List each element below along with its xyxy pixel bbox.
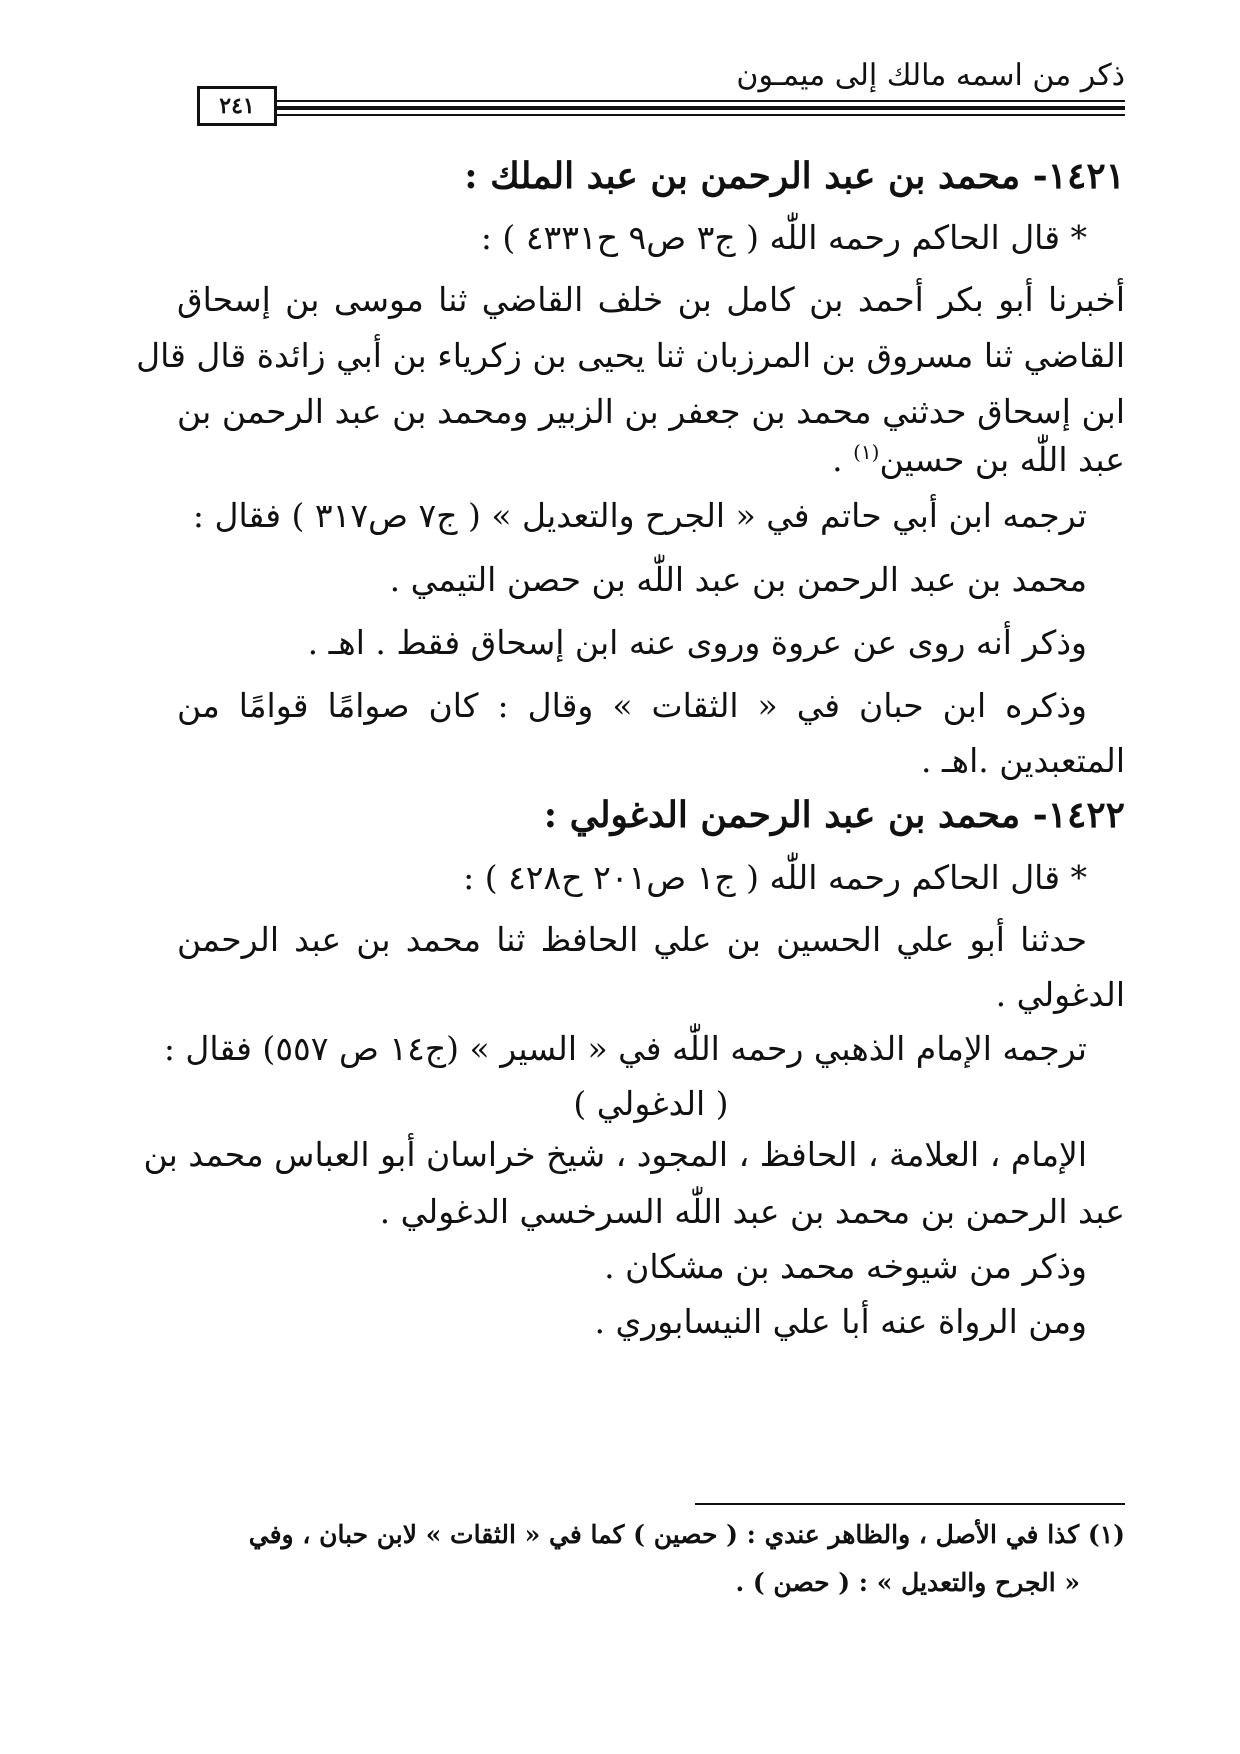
text-line: وذكر أنه روى عن عروة وروى عنه ابن إسحاق فقط . اهـ . bbox=[307, 623, 1087, 662]
text-line: الإمام ، العلامة ، الحافظ ، المجود ، شيخ خراسان أبو العباس محمد بن bbox=[143, 1135, 1087, 1174]
text-line-tail: . bbox=[832, 440, 854, 479]
entry-heading-1422: ١٤٢٢- محمد بن عبد الرحمن الدغولي : bbox=[543, 794, 1125, 836]
header-rule bbox=[277, 106, 1125, 110]
footnote-marker: (١) bbox=[853, 440, 880, 464]
header-rule bbox=[277, 100, 1125, 102]
text-line bbox=[177, 440, 1125, 479]
text-line: ومن الرواة عنه أبا علي النيسابوري . bbox=[594, 1302, 1087, 1341]
footnote-rule bbox=[695, 1503, 1125, 1505]
text-line: وذكره ابن حبان في « الثقات » وقال : كان صوامًا قوامًا من bbox=[177, 686, 1087, 725]
text-line: ترجمه الإمام الذهبي رحمه اللّٰه في « السير » (ج١٤ ص ٥٥٧) فقال : bbox=[163, 1029, 1087, 1068]
text-line: حدثنا أبو علي الحسين بن علي الحافظ ثنا محمد بن عبد الرحمن bbox=[177, 920, 1087, 959]
text-line: القاضي ثنا مسروق بن المرزبان ثنا يحيى بن زكرياء بن أبي زائدة قال قال bbox=[136, 336, 1125, 375]
source-citation: * قال الحاكم رحمه اللّٰه ( ج١ ص٢٠١ ح٤٢٨ ) : bbox=[463, 858, 1087, 897]
text-line: محمد بن عبد الرحمن بن عبد اللّٰه بن حصن التيمي . bbox=[389, 560, 1087, 599]
footnote-line: (١) كذا في الأصل ، والظاهر عندي : ( حصين ) كما في « الثقات » لابن حبان ، وفي bbox=[248, 1520, 1125, 1549]
text-line: عبد الرحمن بن محمد بن عبد اللّٰه السرخسي الدغولي . bbox=[379, 1192, 1125, 1231]
text-line: وذكر من شيوخه محمد بن مشكان . bbox=[604, 1247, 1087, 1286]
text-line-main: عبد اللّٰه بن حسين bbox=[879, 440, 1125, 479]
text-line: ابن إسحاق حدثني محمد بن جعفر بن الزبير ومحمد بن عبد الرحمن بن bbox=[177, 392, 1125, 431]
page-number: ٢٤١ bbox=[197, 86, 277, 126]
subheading: ( الدغولي ) bbox=[573, 1084, 729, 1123]
running-title: ذكر من اسمه مالك إلى ميمـون bbox=[736, 58, 1125, 93]
text-line: المتعبدين .اهـ . bbox=[921, 741, 1125, 780]
text-line: ترجمه ابن أبي حاتم في « الجرح والتعديل » ( ج٧ ص٣١٧ ) فقال : bbox=[192, 496, 1087, 535]
text-line: أخبرنا أبو بكر أحمد بن كامل بن خلف القاضي ثنا موسى بن إسحاق bbox=[177, 280, 1125, 319]
text-line: الدغولي . bbox=[995, 975, 1125, 1014]
source-citation: * قال الحاكم رحمه اللّٰه ( ج٣ ص٩ ح٤٣٣١ ) : bbox=[480, 218, 1087, 257]
entry-heading-1421: ١٤٢١- محمد بن عبد الرحمن بن عبد الملك : bbox=[464, 155, 1125, 197]
header-rule bbox=[277, 114, 1125, 116]
footnote-line: « الجرح والتعديل » : ( حصن ) . bbox=[735, 1568, 1080, 1597]
